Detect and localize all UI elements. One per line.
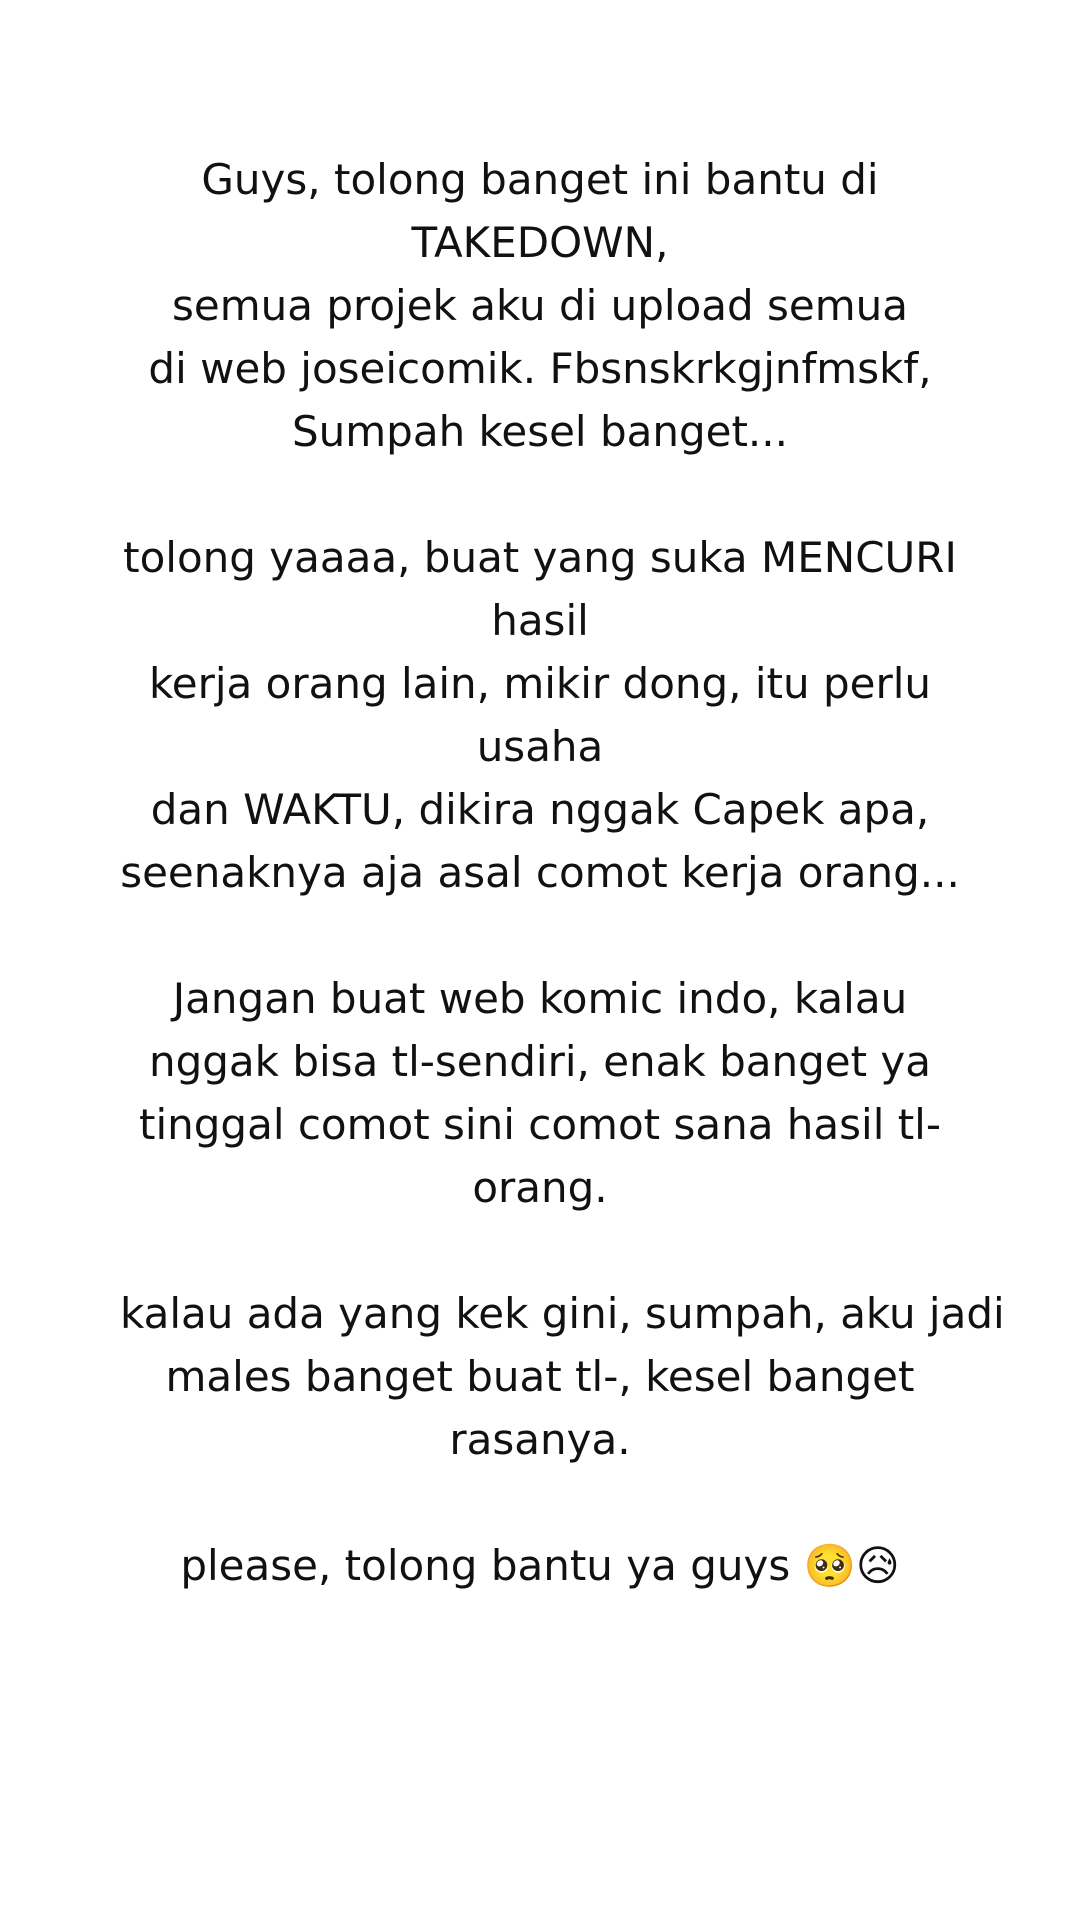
text-line: semua projek aku di upload semua: [171, 281, 909, 330]
text-line: please, tolong bantu ya guys 🥺😥: [180, 1541, 900, 1590]
paragraph-gap: [120, 463, 960, 526]
paragraph-3: [120, 967, 960, 1219]
paragraph-gap: [120, 904, 960, 967]
text-line: Sumpah kesel banget...: [291, 407, 788, 456]
text-line: orang.: [472, 1163, 608, 1212]
paragraph-gap: [120, 1219, 960, 1282]
paragraph-1: [120, 148, 960, 463]
text-line: tinggal comot sini comot sana hasil tl-: [139, 1100, 941, 1149]
paragraph-gap: [120, 1471, 960, 1534]
text-line: rasanya.: [449, 1415, 631, 1464]
text-line: kalau ada yang kek gini, sumpah, aku jadi: [120, 1289, 1005, 1338]
text-line: kerja orang lain, mikir dong, itu perlu: [148, 659, 932, 708]
text-line: dan WAKTU, dikira nggak Capek apa,: [150, 785, 930, 834]
story-text: [120, 148, 1005, 1597]
text-line: tolong yaaaa, buat yang suka MENCURI: [123, 533, 957, 582]
text-line: TAKEDOWN,: [411, 218, 669, 267]
text-line: males banget buat tl-, kesel banget: [165, 1352, 915, 1401]
paragraph-2: [120, 526, 960, 904]
text-line: Guys, tolong banget ini bantu di: [201, 155, 879, 204]
text-line: di web joseicomik. Fbsnskrkgjnfmskf,: [148, 344, 932, 393]
text-line: hasil: [491, 596, 589, 645]
text-line: nggak bisa tl-sendiri, enak banget ya: [148, 1037, 932, 1086]
text-line: usaha: [476, 722, 604, 771]
paragraph-5: [120, 1534, 960, 1597]
text-line: Jangan buat web komic indo, kalau: [172, 974, 908, 1023]
paragraph-4: [120, 1282, 1005, 1471]
text-line: seenaknya aja asal comot kerja orang...: [120, 848, 960, 897]
